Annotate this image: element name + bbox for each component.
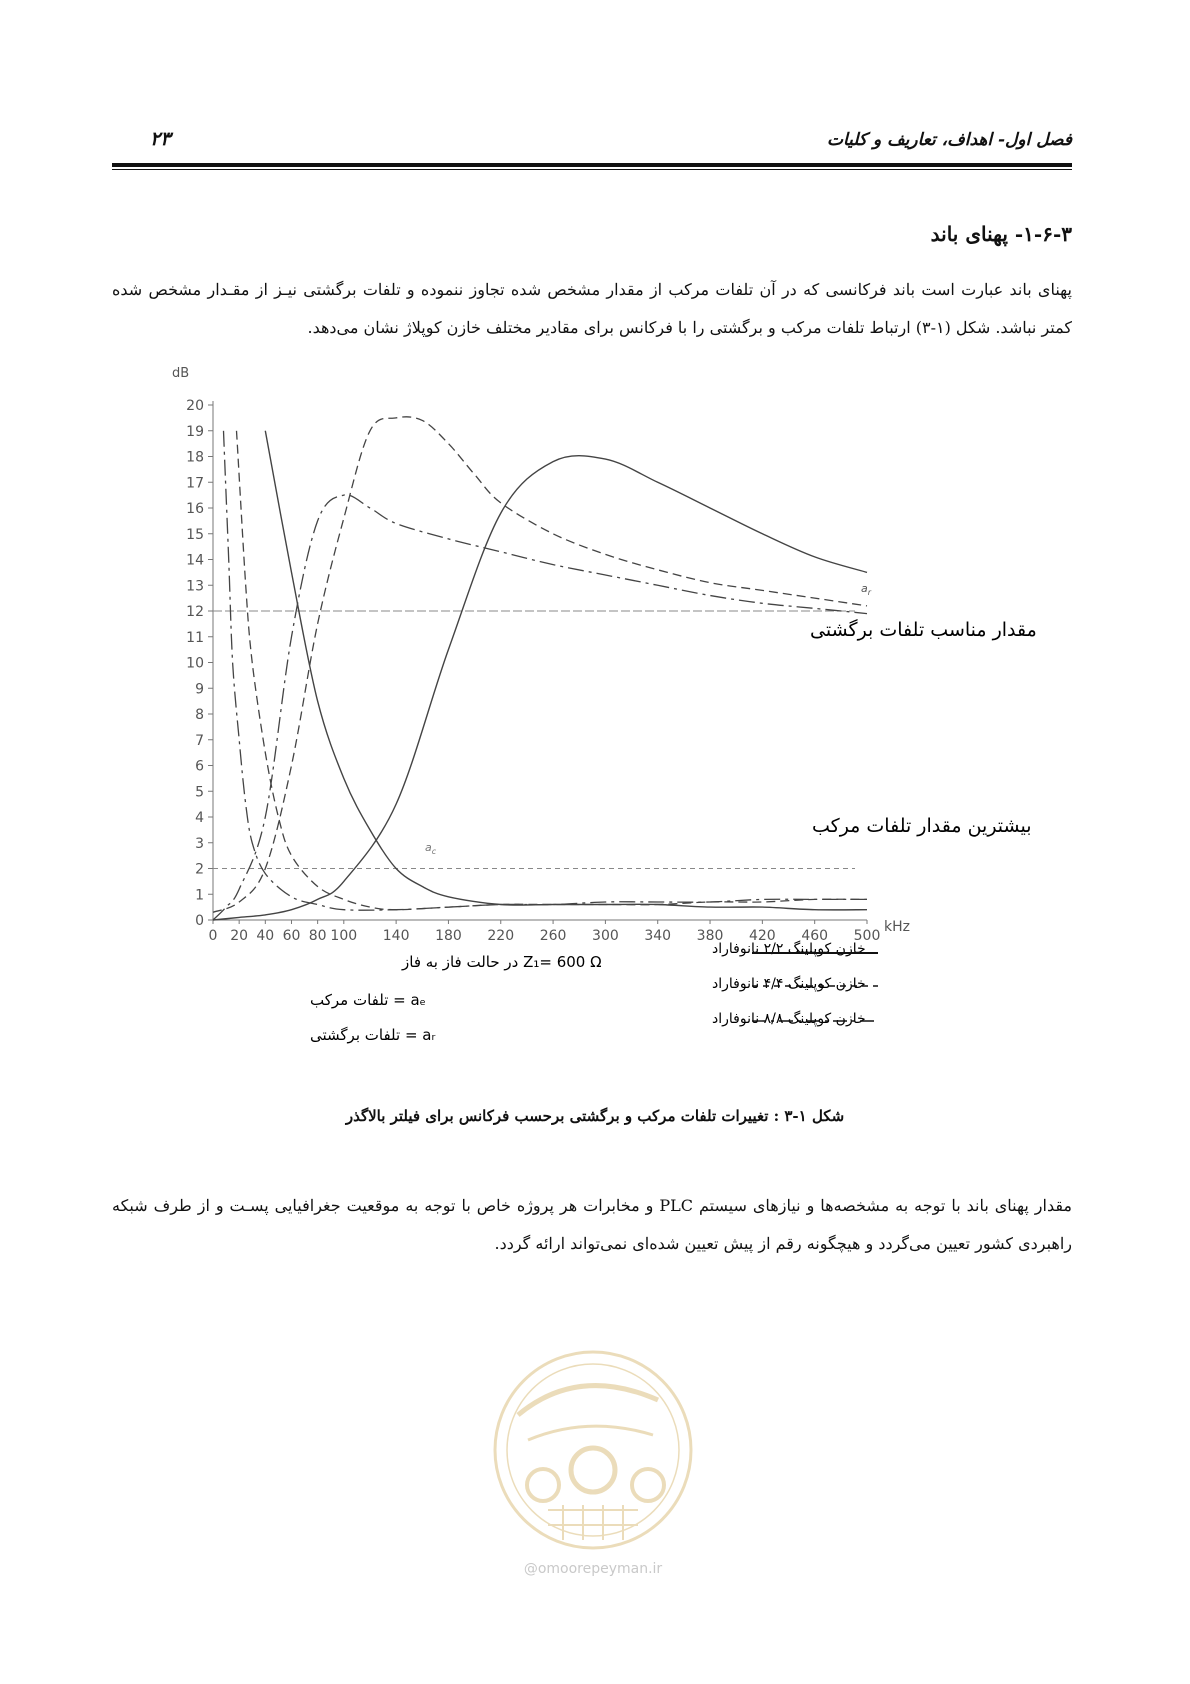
series-line-4	[237, 431, 868, 910]
series-line-1	[213, 417, 867, 912]
legend-label-dashed: خازن کوپلینگ ۴/۴ نانوفاراد	[712, 976, 866, 992]
y-tick-label: 2	[195, 861, 204, 878]
reference-lines	[213, 611, 855, 869]
y-tick-label: 7	[195, 732, 204, 749]
ac-definition: aₑ = تلفات مرکب	[310, 991, 426, 1009]
y-tick-label: 1	[195, 887, 204, 904]
y-tick-label: 4	[195, 810, 204, 826]
y-tick-label: 19	[186, 423, 204, 440]
chart-series	[213, 417, 867, 920]
x-tick-label: 220	[487, 928, 515, 944]
impedance-note: Z₁= 600 Ω در حالت فاز به فاز	[402, 953, 602, 971]
y-tick-label: 15	[186, 526, 204, 543]
page-number: ۲۳	[150, 128, 171, 150]
y-tick-label: 0	[195, 913, 204, 929]
ar-definition: aᵣ = تلفات برگشتی	[310, 1026, 436, 1044]
chapter-title: فصل اول- اهداف، تعاریف و کلیات	[826, 130, 1072, 150]
y-axis-label: dB	[172, 366, 190, 381]
legend-label-solid: خازن کوپلینگ ۲/۲ نانوفاراد	[712, 941, 866, 957]
paragraph-conclusion: مقدار پهنای باند با توجه به مشخصه‌ها و نیازهای سیستم PLC و مخابرات هر پروژه خاص با توجه به موقعیت جغرافیایی پسـت و از طرف شبکه راهبردی کشور تعیین می‌گردد و هیچگونه رقم از پیش تعیین شده‌ای نمی‌تواند ارائه گردد.	[112, 1196, 1073, 1253]
series-line-3	[265, 431, 867, 910]
x-tick-label: 340	[644, 928, 672, 944]
x-tick-label: 380	[696, 928, 724, 944]
y-tick-label: 11	[186, 629, 204, 646]
section-heading: ۱-۶-۳- پهنای باند	[930, 222, 1072, 246]
ac-line-label: $a_c$	[425, 841, 437, 856]
y-tick-label: 5	[195, 784, 204, 801]
x-tick-label: 260	[539, 928, 567, 944]
x-tick-label: 0	[208, 928, 218, 944]
figure-caption: شکل ۱-۳ : تغییرات تلفات مرکب و برگشتی برحسب فرکانس برای فیلتر بالاگذر	[345, 1107, 845, 1125]
composite-loss-annotation: بیشترین مقدار تلفات مرکب	[812, 815, 1032, 837]
paragraph-intro: پهنای باند عبارت است باند فرکانسی که در آن تلفات مرکب از مقدار مشخص شده تجاوز ننموده و تلفات برگشتی نیـز از مقـدار مشخص شده کمتر نباشد. شکل (۱-۳) ارتباط تلفات مرکب و برگشتی را با فرکانس برای مقادیر مختلف خازن کوپلاژ نشان می‌دهد.	[112, 280, 1072, 337]
y-tick-label: 3	[195, 835, 204, 852]
y-tick-label: 16	[186, 501, 204, 517]
x-tick-label: 500	[853, 928, 881, 944]
x-tick-label: 300	[592, 928, 619, 944]
x-tick-label: 460	[801, 928, 829, 944]
legend-label-dashdot: خازن کوپلینگ ۸/۸ نانوفاراد	[712, 1011, 866, 1027]
chart-ticks	[186, 398, 880, 944]
y-tick-label: 8	[195, 707, 204, 723]
y-tick-label: 9	[195, 681, 204, 698]
x-tick-label: 100	[330, 928, 358, 944]
x-tick-label: 80	[308, 928, 327, 944]
x-tick-label: 60	[282, 928, 301, 944]
x-tick-label: 40	[256, 928, 275, 944]
series-line-0	[213, 456, 867, 920]
x-tick-label: 180	[435, 928, 462, 944]
y-tick-label: 18	[186, 449, 204, 466]
x-tick-label: 140	[382, 928, 410, 944]
series-line-5	[224, 431, 868, 910]
y-tick-label: 6	[195, 758, 204, 775]
y-tick-label: 13	[186, 578, 204, 595]
x-tick-label: 20	[230, 928, 249, 944]
y-tick-label: 17	[186, 475, 204, 492]
watermark-text: @omoorepeyman.ir	[523, 1561, 663, 1577]
y-tick-label: 12	[186, 604, 204, 620]
y-tick-label: 10	[186, 655, 204, 672]
watermark-logo	[488, 1345, 698, 1580]
ar-line-label: $a_r$	[861, 582, 872, 597]
x-axis-label: kHz	[884, 919, 910, 935]
series-line-2	[213, 495, 867, 920]
y-tick-label: 20	[186, 398, 204, 414]
return-loss-annotation: مقدار مناسب تلفات برگشتی	[810, 619, 1037, 641]
x-tick-label: 420	[748, 928, 776, 944]
y-tick-label: 14	[186, 552, 204, 569]
